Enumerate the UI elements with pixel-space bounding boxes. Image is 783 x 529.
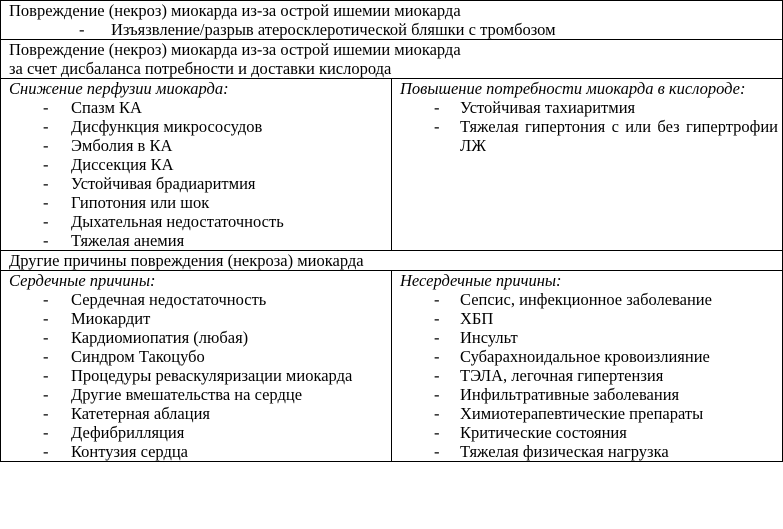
reduced-perfusion-list [9, 98, 387, 250]
row-other-causes [1, 251, 783, 271]
list-item: - Дефибрилляция [43, 423, 185, 442]
dash-bullet: - [79, 20, 85, 39]
increased-demand-header: Повышение потребности миокарда в кислороде: [400, 79, 746, 98]
row4-title: Другие причины повреждения (некроза) миокарда [9, 251, 364, 270]
row1-list [9, 20, 778, 39]
list-item: - Изъязвление/разрыв атеросклеротической бляшки с тромбозом [79, 20, 556, 39]
reduced-perfusion-header: Снижение перфузии миокарда: [9, 79, 229, 98]
list-item: - Спазм КА [43, 98, 142, 117]
row-acute-ischemia [1, 1, 783, 40]
cell-other-causes [1, 251, 783, 271]
list-item: - ХБП [434, 309, 494, 328]
list-item: - Гипотония или шок [43, 193, 210, 212]
list-item: - Контузия сердца [43, 442, 188, 461]
noncardiac-list [400, 290, 778, 461]
list-item: - Катетерная аблация [43, 404, 210, 423]
row-imbalance [1, 40, 783, 79]
list-item: - Дисфункция микрососудов [43, 117, 263, 136]
list-item: - Тяжелая анемия [43, 231, 185, 250]
cardiac-list [9, 290, 387, 461]
list-item: - Инфильтративные заболевания [434, 385, 680, 404]
list-item: - Кардиомиопатия (любая) [43, 328, 249, 347]
cardiac-header: Сердечные причины: [9, 271, 156, 290]
cell-acute-ischemia [1, 1, 783, 40]
cell-imbalance [1, 40, 783, 79]
list-item: - Другие вмешательства на сердце [43, 385, 303, 404]
list-item: - Тяжелая физическая нагрузка [434, 442, 669, 461]
row-perfusion-demand [1, 79, 783, 251]
list-item: - Процедуры реваскуляризации миокарда [43, 366, 353, 385]
increased-demand-list [400, 98, 778, 155]
list-item: - Химиотерапевтические препараты [434, 404, 704, 423]
row-cardiac-noncardiac [1, 271, 783, 462]
list-item: - Эмболия в КА [43, 136, 173, 155]
list-item: - Миокардит [43, 309, 151, 328]
cell-reduced-perfusion [1, 79, 392, 251]
list-item: - Субарахноидальное кровоизлияние [434, 347, 710, 366]
row1-title: Повреждение (некроз) миокарда из-за острой ишемии миокарда [9, 1, 461, 20]
list-item: - Сердечная недостаточность [43, 290, 267, 309]
list-item: - Дыхательная недостаточность [43, 212, 284, 231]
list-item: - Синдром Такоцубо [43, 347, 205, 366]
cell-cardiac [1, 271, 392, 462]
list-item: - Инсульт [434, 328, 518, 347]
list-item: - Устойчивая брадиаритмия [43, 174, 256, 193]
list-item: - ТЭЛА, легочная гипертензия [434, 366, 664, 385]
cell-noncardiac [392, 271, 783, 462]
list-item: - Диссекция КА [43, 155, 174, 174]
row2-title-line1: Повреждение (некроз) миокарда из-за острой ишемии миокарда [9, 40, 461, 59]
row2-title-line2: за счет дисбаланса потребности и доставки кислорода [9, 59, 392, 78]
cell-increased-demand [392, 79, 783, 251]
list-item: - Сепсис, инфекционное заболевание [434, 290, 712, 309]
noncardiac-header: Несердечные причины: [400, 271, 562, 290]
list-item: - Устойчивая тахиаритмия [434, 98, 636, 117]
list-item: - Критические состояния [434, 423, 627, 442]
list-item: - Тяжелая гипертония с или без гипертрофии ЛЖ [434, 117, 778, 155]
